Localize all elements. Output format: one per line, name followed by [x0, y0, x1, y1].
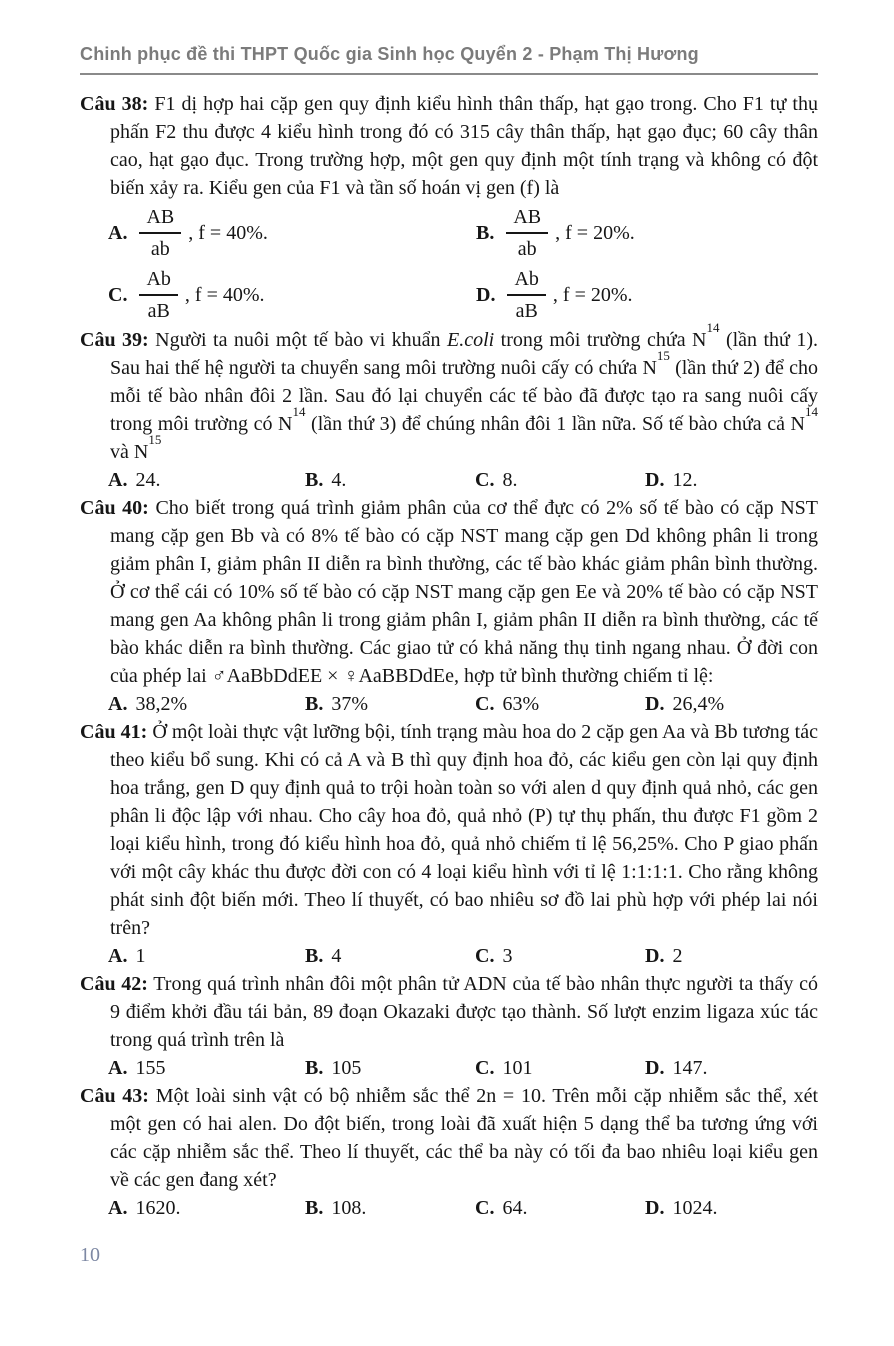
option-value: 1620.: [135, 1197, 181, 1219]
question-text: (lần thứ 1). Sau hai thế hệ người ta chuyển sang môi trường nuôi cấy có chứa N: [110, 329, 819, 379]
question-text: trong môi trường chứa N: [494, 329, 707, 351]
fraction-denominator: ab: [517, 238, 537, 260]
option-a: [108, 1194, 305, 1222]
question-label: Câu 38:: [80, 93, 149, 115]
option-c: [475, 1054, 645, 1082]
question-text: (lần thứ 2) để cho mỗi tế bào nhân đôi 2 lần. Sau đó lại chuyển các tế bào đã được tạo ra sang nuôi cấy trong môi trường có N: [110, 357, 818, 435]
question-body: [80, 970, 818, 1054]
option-d: [645, 942, 818, 970]
option-d: [645, 1194, 818, 1222]
option-value: 24.: [135, 469, 161, 491]
option-letter: C.: [475, 693, 495, 715]
question-body: [80, 718, 818, 942]
option-value: 26,4%: [672, 693, 725, 715]
option-letter: A.: [108, 693, 128, 715]
option-letter: B.: [476, 222, 495, 244]
option-value: 2: [672, 945, 683, 967]
option-suffix: , f = 40%.: [188, 222, 268, 244]
option-letter: B.: [305, 1197, 324, 1219]
option-a: [108, 466, 305, 494]
question-43: [80, 1082, 818, 1222]
fraction-numerator: AB: [506, 203, 548, 234]
question-body: [80, 494, 818, 690]
option-b: [305, 1054, 475, 1082]
option-letter: D.: [645, 1197, 665, 1219]
fraction: [139, 265, 177, 325]
fraction-denominator: ab: [150, 238, 170, 260]
option-letter: B.: [305, 693, 324, 715]
option-a: [108, 690, 305, 718]
italic-text: E.coli: [447, 329, 495, 351]
question-text: Cho biết trong quá trình giảm phân của cơ thể đực có 2% số tế bào có cặp NST mang cặp gen Bb và có 8% tế bào có cặp NST mang cặp gen Dd không phân li trong giảm phân I, giảm phân II diễn ra bình thường, các tế bào khác giảm phân bình thường. Ở cơ thể cái có 10% số tế bào có cặp NST mang cặp gen Ee và 20% tế bào có cặp NST mang gen Aa không phân li trong giảm phân I, giảm phân II diễn ra bình thường, các tế bào khác diễn ra bình thường. Các giao tử có khả năng thụ tinh ngang nhau. Ở đời con của phép lai ♂AaBbDdEE × ♀AaBBDdEe, hợp tử bình thường chiếm tỉ lệ:: [110, 497, 818, 687]
option-value: 38,2%: [135, 693, 188, 715]
option-suffix: , f = 20%.: [552, 284, 633, 306]
option-letter: A.: [108, 1197, 128, 1219]
option-b: [476, 202, 818, 264]
page-number: 10: [80, 1244, 100, 1266]
option-letter: D.: [645, 693, 665, 715]
question-body: [80, 90, 818, 202]
question-text: (lần thứ 3) để chúng nhân đôi 1 lần nữa. Số tế bào chứa cả N: [305, 413, 805, 435]
question-label: Câu 40:: [80, 497, 149, 519]
question-label: Câu 42:: [80, 973, 148, 995]
option-letter: C.: [108, 284, 128, 306]
superscript: 14: [292, 404, 306, 420]
question-text: và N: [110, 441, 149, 463]
option-letter: A.: [108, 469, 128, 491]
option-value: 3: [502, 945, 513, 967]
option-letter: D.: [645, 1057, 665, 1079]
question-41: [80, 718, 818, 970]
question-text: F1 dị hợp hai cặp gen quy định kiểu hình thân thấp, hạt gạo trong. Cho F1 tự thụ phấn F2 thu được 4 kiểu hình trong đó có 315 cây thân thấp, hạt gạo đục; 60 cây thân cao, hạt gạo đục. Trong trường hợp, một gen quy định một tính trạng và không có đột biến xảy ra. Kiểu gen của F1 và tần số hoán vị gen (f) là: [110, 93, 818, 199]
option-value: 63%: [502, 693, 540, 715]
question-text: Ở một loài thực vật lưỡng bội, tính trạng màu hoa do 2 cặp gen Aa và Bb tương tác theo kiểu bổ sung. Khi có cả A và B thì quy định hoa đỏ, các kiểu gen còn lại quy định hoa trắng, gen D quy định quả to trội hoàn toàn so với alen d quy định quả nhỏ, các gen phân li độc lập với nhau. Cho cây hoa đỏ, quả nhỏ (P) tự thụ phấn, thu được F1 gồm 2 loại kiểu hình, trong đó kiểu hình hoa đỏ, quả nhỏ chiếm tỉ lệ 56,25%. Cho P giao phấn với một cây khác thu được đời con có 4 loại kiểu hình với tỉ lệ 1:1:1:1. Cho rằng không phát sinh đột biến mới. Theo lí thuyết, có bao nhiêu sơ đồ lai phù hợp với phép lai nói trên?: [110, 721, 818, 939]
fraction-denominator: aB: [147, 300, 170, 322]
option-value: 147.: [672, 1057, 708, 1079]
fraction: [506, 203, 548, 263]
fraction-numerator: Ab: [139, 265, 177, 296]
option-letter: A.: [108, 945, 128, 967]
option-suffix: , f = 20%.: [555, 222, 635, 244]
question-body: [80, 320, 819, 466]
option-value: 101: [502, 1057, 533, 1079]
option-c: [475, 690, 645, 718]
option-letter: C.: [475, 1197, 495, 1219]
option-suffix: , f = 40%.: [184, 284, 265, 306]
option-letter: C.: [475, 945, 495, 967]
question-39: [80, 320, 819, 494]
page-header: [80, 44, 818, 75]
superscript: 14: [805, 404, 818, 420]
fraction-numerator: AB: [139, 203, 181, 234]
question-40: [80, 494, 818, 718]
option-d: [645, 466, 818, 494]
option-d: [476, 264, 818, 326]
question-text: Người ta nuôi một tế bào vi khuẩn: [148, 329, 448, 351]
answer-options: [80, 466, 818, 494]
question-body: [80, 1082, 818, 1194]
question-42: [80, 970, 818, 1082]
questions: [80, 90, 818, 1222]
option-value: 8.: [502, 469, 518, 491]
question-38: [80, 90, 818, 326]
option-letter: D.: [645, 945, 665, 967]
option-b: [305, 466, 475, 494]
option-value: 12.: [672, 469, 698, 491]
question-text: Trong quá trình nhân đôi một phân tử ADN của tế bào nhân thực người ta thấy có 9 điểm khởi đầu tái bản, 89 đoạn Okazaki được tạo thành. Số lượt enzim ligaza xúc tác trong quá trình trên là: [110, 973, 818, 1051]
option-value: 155: [135, 1057, 166, 1079]
option-a: [108, 202, 476, 264]
option-d: [645, 1054, 818, 1082]
option-value: 108.: [331, 1197, 367, 1219]
question-label: Câu 39:: [80, 329, 149, 351]
option-value: 1024.: [672, 1197, 718, 1219]
header-title: Chinh phục đề thi THPT Quốc gia Sinh học Quyển 2 - Phạm Thị Hương: [80, 44, 699, 64]
fraction-denominator: aB: [515, 300, 538, 322]
option-letter: B.: [305, 1057, 324, 1079]
question-label: Câu 43:: [80, 1085, 149, 1107]
option-c: [475, 1194, 645, 1222]
option-b: [305, 1194, 475, 1222]
option-c: [475, 466, 645, 494]
answer-options: [80, 1054, 818, 1082]
option-c: [108, 264, 476, 326]
option-value: 64.: [502, 1197, 528, 1219]
option-d: [645, 690, 818, 718]
superscript: 15: [656, 348, 670, 364]
option-a: [108, 942, 305, 970]
option-letter: A.: [108, 1057, 128, 1079]
option-value: 1: [135, 945, 146, 967]
answer-options: [80, 1194, 818, 1222]
option-letter: B.: [305, 469, 324, 491]
question-label: Câu 41:: [80, 721, 148, 743]
option-b: [305, 942, 475, 970]
fraction: [139, 203, 181, 263]
option-c: [475, 942, 645, 970]
option-value: 105: [331, 1057, 362, 1079]
answer-options: [80, 690, 818, 718]
option-letter: C.: [475, 469, 495, 491]
fraction-numerator: Ab: [507, 265, 545, 296]
superscript: 14: [706, 320, 720, 336]
option-letter: D.: [645, 469, 665, 491]
option-value: 4: [331, 945, 342, 967]
fraction: [507, 265, 545, 325]
question-text: Một loài sinh vật có bộ nhiễm sắc thể 2n = 10. Trên mỗi cặp nhiễm sắc thể, xét một gen có hai alen. Do đột biến, trong loài đã xuất hiện 5 dạng thể ba tương ứng với các cặp nhiễm sắc thể. Theo lí thuyết, các thể ba này có tối đa bao nhiêu loại kiểu gen về các gen đang xét?: [110, 1085, 819, 1191]
superscript: 15: [148, 432, 162, 448]
option-letter: A.: [108, 222, 128, 244]
option-letter: D.: [476, 284, 496, 306]
option-value: 4.: [331, 469, 347, 491]
option-letter: C.: [475, 1057, 495, 1079]
option-b: [305, 690, 475, 718]
option-a: [108, 1054, 305, 1082]
answer-options: [80, 942, 818, 970]
option-letter: B.: [305, 945, 324, 967]
option-value: 37%: [331, 693, 369, 715]
answer-options: [80, 202, 818, 326]
